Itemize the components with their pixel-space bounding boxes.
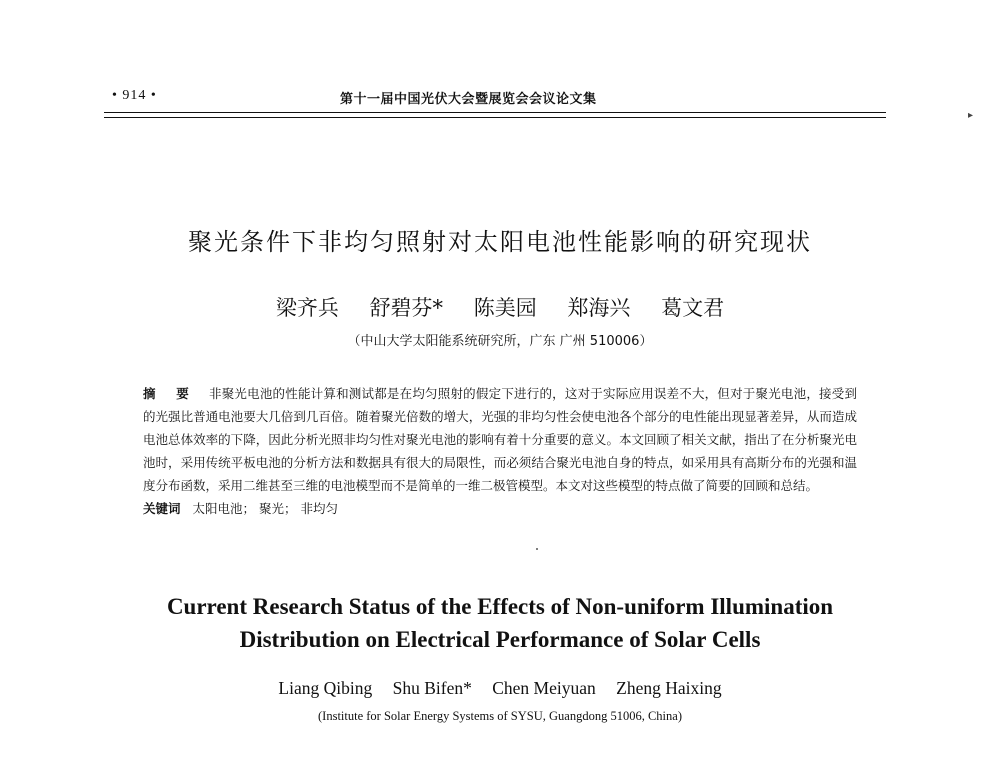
edge-mark: ▸ (968, 110, 974, 121)
title-english (0, 590, 1000, 656)
author-en: Chen Meiyuan (492, 678, 596, 698)
abstract-label: 摘 要 (143, 386, 197, 401)
abstract-chinese (143, 382, 857, 520)
author-zh: 陈美园 (473, 296, 537, 320)
title-english-line2: Distribution on Electrical Performance of Solar Cells (239, 627, 761, 652)
author-zh: 郑海兴 (567, 296, 631, 320)
title-english-line1: Current Research Status of the Effects of Non-uniform Illumination (166, 594, 834, 619)
abstract-text: 非聚光电池的性能计算和测试都是在均匀照射的假定下进行的，这对于实际应用误差不大，但对于聚光电池，接受到的光强比普通电池要大几倍到几百倍。随着聚光倍数的增大，光强的非均匀性会使电池各个部分的电性能出现显著差异，从而造成电池总体效率的下降，因此分析光照非均匀性对聚光电池的影响有着十分重要的意义。本文回顾了相关文献，指出了在分析聚光电池时，采用传统平板电池的分析方法和数据具有很大的局限性，而必须结合聚光电池自身的特点，如采用具有高斯分布的光强和温度分布函数，采用二维甚至三维的电池模型而不是简单的一维二极管模型。本文对这些模型的特点做了简要的回顾和总结。 (143, 386, 857, 493)
author-zh: 葛文君 (661, 296, 725, 320)
keywords-line (143, 497, 857, 520)
author-zh: 梁齐兵 (275, 296, 339, 320)
keyword: 非均匀 (300, 501, 339, 516)
author-en: Shu Bifen* (392, 678, 472, 698)
author-en: Liang Qibing (278, 678, 373, 698)
author-zh: 舒碧芬* (369, 296, 444, 320)
header-rule-thin (104, 117, 886, 118)
keyword: 聚光； (259, 501, 297, 516)
running-title: 第十一届中国光伏大会暨展览会会议论文集 (340, 92, 597, 107)
page-number: • 914 • (112, 88, 157, 103)
author-en: Zheng Haixing (616, 678, 722, 698)
title-chinese: 聚光条件下非均匀照射对太阳电池性能影响的研究现状 (188, 228, 812, 256)
affiliation-english: (Institute for Solar Energy Systems of SYSU, Guangdong 51006, China) (318, 709, 682, 723)
header-rule-thick (104, 112, 886, 113)
keyword: 太阳电池； (192, 501, 256, 516)
affiliation-chinese: （中山大学太阳能系统研究所，广东 广州 510006） (347, 334, 653, 349)
abstract-paragraph (143, 382, 857, 497)
authors-english (0, 678, 1000, 699)
stray-dot (536, 548, 538, 550)
keywords-label: 关键词 (143, 501, 181, 516)
authors-chinese (0, 292, 1000, 322)
